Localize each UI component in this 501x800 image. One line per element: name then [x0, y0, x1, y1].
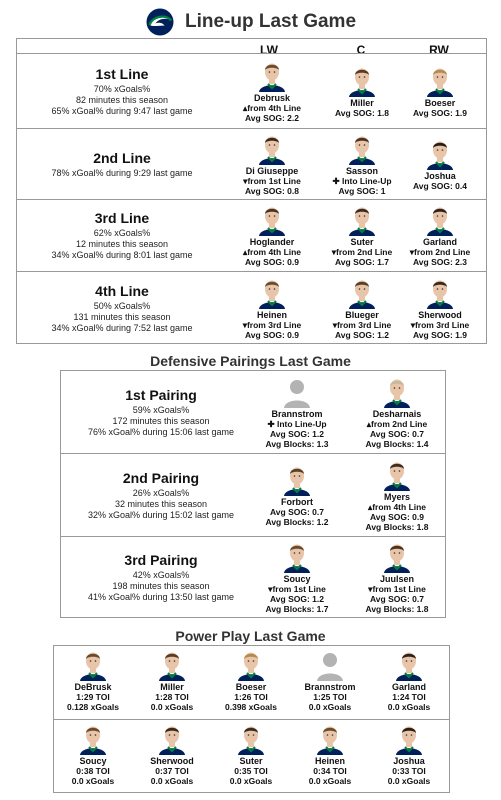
- player-avg-sog: Avg SOG: 0.9: [244, 329, 299, 340]
- player-toi: 0:33 TOI: [392, 766, 426, 776]
- powerplay-table: [53, 645, 450, 793]
- player-headshot-icon: [282, 541, 312, 573]
- pairing-stat-line: 76% xGoal% during 15:06 last game: [87, 426, 235, 437]
- player-toi: 0:34 TOI: [313, 766, 347, 776]
- line-stat-line: 50% xGoals%: [93, 300, 151, 311]
- player-name: Sasson: [345, 165, 378, 176]
- pairing-stat-line: 42% xGoals%: [132, 570, 190, 580]
- player-card[interactable]: [249, 537, 345, 618]
- player-avg-sog: Avg SOG: 0.7: [269, 506, 324, 517]
- line-title: 3rd Line: [94, 210, 150, 226]
- player-headshot-icon: [78, 723, 108, 755]
- player-toi: 1:28 TOI: [155, 692, 189, 702]
- player-headshot-icon: [347, 65, 377, 97]
- player-avg-blocks: Avg Blocks: 1.8: [365, 521, 429, 532]
- player-avg-sog: Avg SOG: 1.2: [334, 329, 389, 340]
- player-card[interactable]: [224, 272, 320, 344]
- player-name: Sherwood: [150, 756, 194, 766]
- line-row-2: [17, 128, 486, 199]
- pairing-info: [61, 537, 261, 618]
- player-movement-note: ▴from 2nd Line: [366, 418, 428, 429]
- player-xgoals: 0.0 xGoals: [71, 776, 115, 786]
- player-headshot-icon: [315, 723, 345, 755]
- player-name: Boeser: [235, 682, 267, 692]
- player-name: DeBrusk: [74, 682, 112, 692]
- player-movement-note: ▾from 2nd Line: [409, 247, 471, 257]
- powerplay-player-card[interactable]: [369, 723, 449, 786]
- player-headshot-icon: [78, 649, 108, 681]
- player-avg-sog: Avg SOG: 1.9: [412, 329, 467, 340]
- player-name: Garland: [391, 682, 426, 692]
- player-avg-sog: Avg SOG: 0.7: [369, 428, 424, 439]
- pairing-info: [61, 454, 261, 536]
- player-headshot-icon: [257, 277, 287, 309]
- player-card[interactable]: [392, 272, 488, 344]
- player-movement-note: ▴from 4th Line: [242, 247, 302, 257]
- player-toi: 1:24 TOI: [392, 692, 426, 702]
- player-avg-blocks: Avg Blocks: 1.7: [265, 604, 329, 614]
- player-movement-note: ✚ Into Line-Up: [267, 418, 327, 429]
- player-xgoals: 0.398 xGoals: [225, 702, 277, 712]
- player-headshot-icon: [425, 138, 455, 170]
- header: [0, 6, 501, 38]
- player-name: Suter: [350, 237, 374, 247]
- orca-logo-icon: [145, 7, 175, 37]
- player-silhouette-icon: [282, 376, 312, 408]
- player-xgoals: 0.0 xGoals: [308, 702, 352, 712]
- line-title: 4th Line: [95, 282, 149, 299]
- pairing-row-3: [61, 536, 445, 618]
- line-info: [22, 54, 222, 128]
- player-movement-note: ▾from 3rd Line: [410, 319, 470, 330]
- pairing-stat-line: 59% xGoals%: [132, 404, 190, 415]
- line-stat-line: 131 minutes this season: [73, 311, 171, 322]
- line-info: [22, 272, 222, 344]
- player-name: Soucy: [283, 574, 311, 584]
- line-row-4: [17, 271, 486, 344]
- powerplay-player-card[interactable]: [211, 649, 291, 712]
- player-toi: 1:25 TOI: [313, 692, 347, 702]
- player-avg-sog: Avg SOG: 0.7: [369, 594, 424, 604]
- column-header-c: C: [356, 43, 366, 57]
- player-movement-note: ▾from 3rd Line: [332, 319, 392, 330]
- player-avg-sog: Avg SOG: 0.9: [244, 257, 299, 267]
- player-movement-note: ▾from 3rd Line: [242, 319, 302, 330]
- player-headshot-icon: [425, 204, 455, 236]
- player-name: Myers: [383, 491, 410, 502]
- player-name: Garland: [422, 237, 457, 247]
- pairing-stat-line: 198 minutes this season: [112, 581, 210, 591]
- powerplay-player-card[interactable]: [290, 723, 370, 786]
- player-headshot-icon: [394, 649, 424, 681]
- player-movement-note: ▴from 4th Line: [367, 501, 427, 512]
- player-card[interactable]: [249, 371, 345, 453]
- player-avg-sog: Avg SOG: 2.2: [244, 112, 299, 123]
- player-name: Heinen: [314, 756, 345, 766]
- pairing-title: 3rd Pairing: [124, 552, 198, 568]
- player-toi: 0:35 TOI: [234, 766, 268, 776]
- line-title: 1st Line: [95, 65, 149, 82]
- pairing-stat-line: 172 minutes this season: [112, 415, 210, 426]
- player-card[interactable]: [224, 129, 320, 199]
- line-info: [22, 200, 222, 271]
- player-silhouette-icon: [315, 649, 345, 681]
- player-movement-note: ▾from 1st Line: [368, 584, 426, 594]
- page-title: Line-up Last Game: [184, 11, 357, 32]
- player-xgoals: 0.128 xGoals: [67, 702, 119, 712]
- player-name: Brannstrom: [304, 682, 356, 692]
- player-avg-sog: Avg SOG: 1.2: [269, 594, 324, 604]
- player-avg-sog: Avg SOG: 0.9: [369, 511, 424, 522]
- powerplay-player-card[interactable]: [53, 723, 133, 786]
- player-name: Joshua: [393, 756, 425, 766]
- player-headshot-icon: [236, 723, 266, 755]
- player-avg-sog: Avg SOG: 1.9: [412, 107, 467, 118]
- player-xgoals: 0.0 xGoals: [150, 702, 194, 712]
- player-avg-blocks: Avg Blocks: 1.4: [365, 438, 429, 449]
- player-headshot-icon: [347, 277, 377, 309]
- line-stat-line: 34% xGoal% during 8:01 last game: [51, 250, 193, 260]
- player-movement-note: ✚ Into Line-Up: [332, 175, 392, 186]
- player-card[interactable]: [224, 200, 320, 271]
- powerplay-divider: [54, 719, 449, 720]
- line-stat-line: 62% xGoals%: [93, 228, 151, 238]
- player-toi: 0:38 TOI: [76, 766, 110, 776]
- player-name: Forbort: [281, 496, 313, 507]
- player-headshot-icon: [257, 204, 287, 236]
- line-title: 2nd Line: [93, 149, 151, 166]
- player-headshot-icon: [282, 464, 312, 496]
- player-name: Miller: [160, 682, 184, 692]
- player-name: Desharnais: [372, 408, 422, 419]
- player-toi: 1:26 TOI: [234, 692, 268, 702]
- player-card[interactable]: [349, 371, 445, 453]
- powerplay-player-card[interactable]: [53, 649, 133, 712]
- player-headshot-icon: [257, 133, 287, 165]
- powerplay-player-card[interactable]: [132, 649, 212, 712]
- defense-section-title: Defensive Pairings Last Game: [150, 353, 351, 369]
- player-avg-sog: Avg SOG: 0.8: [244, 185, 299, 196]
- player-headshot-icon: [425, 277, 455, 309]
- player-name: Suter: [239, 756, 263, 766]
- pairing-info: [61, 371, 261, 453]
- player-xgoals: 0.0 xGoals: [229, 776, 273, 786]
- player-name: Boeser: [424, 97, 456, 108]
- line-info: [22, 129, 222, 199]
- player-avg-sog: Avg SOG: 1: [338, 185, 386, 196]
- player-xgoals: 0.0 xGoals: [150, 776, 194, 786]
- powerplay-player-card[interactable]: [132, 723, 212, 786]
- player-avg-sog: Avg SOG: 1.7: [334, 257, 389, 267]
- powerplay-player-card[interactable]: [290, 649, 370, 712]
- player-headshot-icon: [236, 649, 266, 681]
- powerplay-section-title: Power Play Last Game: [175, 628, 326, 644]
- line-stat-line: 12 minutes this season: [75, 239, 169, 249]
- player-headshot-icon: [347, 204, 377, 236]
- player-xgoals: 0.0 xGoals: [387, 702, 431, 712]
- player-name: Joshua: [424, 170, 456, 181]
- column-header-rw: RW: [429, 43, 449, 57]
- pairing-stat-line: 26% xGoals%: [132, 487, 190, 498]
- column-header-lw: LW: [260, 43, 278, 57]
- player-name: Soucy: [79, 756, 107, 766]
- pairing-row-1: [61, 371, 445, 453]
- player-name: Sherwood: [418, 309, 462, 320]
- player-card[interactable]: [392, 200, 488, 271]
- player-xgoals: 0.0 xGoals: [308, 776, 352, 786]
- player-card[interactable]: [249, 454, 345, 536]
- pairing-row-2: [61, 453, 445, 536]
- pairing-stat-line: 32% xGoal% during 15:02 last game: [87, 509, 235, 520]
- line-stat-line: 82 minutes this season: [75, 94, 169, 105]
- pairing-stat-line: 32 minutes this season: [114, 498, 208, 509]
- player-avg-sog: Avg SOG: 0.4: [412, 180, 467, 191]
- pairing-stat-line: 41% xGoal% during 13:50 last game: [87, 592, 235, 602]
- player-name: Miller: [350, 97, 374, 108]
- line-stat-line: 78% xGoal% during 9:29 last game: [51, 167, 193, 178]
- player-xgoals: 0.0 xGoals: [387, 776, 431, 786]
- player-avg-blocks: Avg Blocks: 1.8: [365, 604, 429, 614]
- player-avg-blocks: Avg Blocks: 1.3: [265, 438, 329, 449]
- player-name: Di Giuseppe: [245, 165, 299, 176]
- pairing-title: 1st Pairing: [125, 386, 197, 403]
- player-name: Juulsen: [379, 574, 414, 584]
- player-movement-note: ▴from 4th Line: [242, 102, 302, 113]
- line-row-1: [17, 53, 486, 128]
- player-avg-sog: Avg SOG: 1.2: [269, 428, 324, 439]
- powerplay-player-card[interactable]: [369, 649, 449, 712]
- player-movement-note: ▾from 1st Line: [243, 175, 301, 186]
- player-headshot-icon: [382, 541, 412, 573]
- player-headshot-icon: [157, 723, 187, 755]
- player-headshot-icon: [382, 459, 412, 491]
- player-movement-note: ▾from 1st Line: [268, 584, 326, 594]
- player-movement-note: ▾from 2nd Line: [331, 247, 393, 257]
- player-name: Debrusk: [253, 92, 290, 103]
- player-headshot-icon: [257, 60, 287, 92]
- player-card[interactable]: [349, 454, 445, 536]
- player-name: Heinen: [256, 309, 287, 320]
- player-headshot-icon: [157, 649, 187, 681]
- player-card[interactable]: [224, 54, 320, 128]
- player-toi: 1:29 TOI: [76, 692, 110, 702]
- player-name: Blueger: [345, 309, 379, 320]
- line-stat-line: 65% xGoal% during 9:47 last game: [51, 105, 193, 116]
- player-name: Hoglander: [249, 237, 295, 247]
- player-card[interactable]: [349, 537, 445, 618]
- powerplay-player-card[interactable]: [211, 723, 291, 786]
- player-avg-sog: Avg SOG: 2.3: [412, 257, 467, 267]
- player-headshot-icon: [425, 65, 455, 97]
- defense-pairings-table: [60, 370, 446, 618]
- player-headshot-icon: [394, 723, 424, 755]
- line-stat-line: 70% xGoals%: [93, 83, 151, 94]
- player-headshot-icon: [347, 133, 377, 165]
- player-avg-sog: Avg SOG: 1.8: [334, 107, 389, 118]
- player-name: Brannstrom: [271, 408, 323, 419]
- player-headshot-icon: [382, 376, 412, 408]
- line-row-3: [17, 199, 486, 271]
- player-card[interactable]: [392, 54, 488, 128]
- pairing-title: 2nd Pairing: [122, 469, 200, 486]
- player-card[interactable]: [392, 129, 488, 199]
- player-avg-blocks: Avg Blocks: 1.2: [265, 516, 329, 527]
- forward-lines-table: [16, 38, 487, 344]
- player-toi: 0:37 TOI: [155, 766, 189, 776]
- line-stat-line: 34% xGoal% during 7:52 last game: [51, 322, 193, 333]
